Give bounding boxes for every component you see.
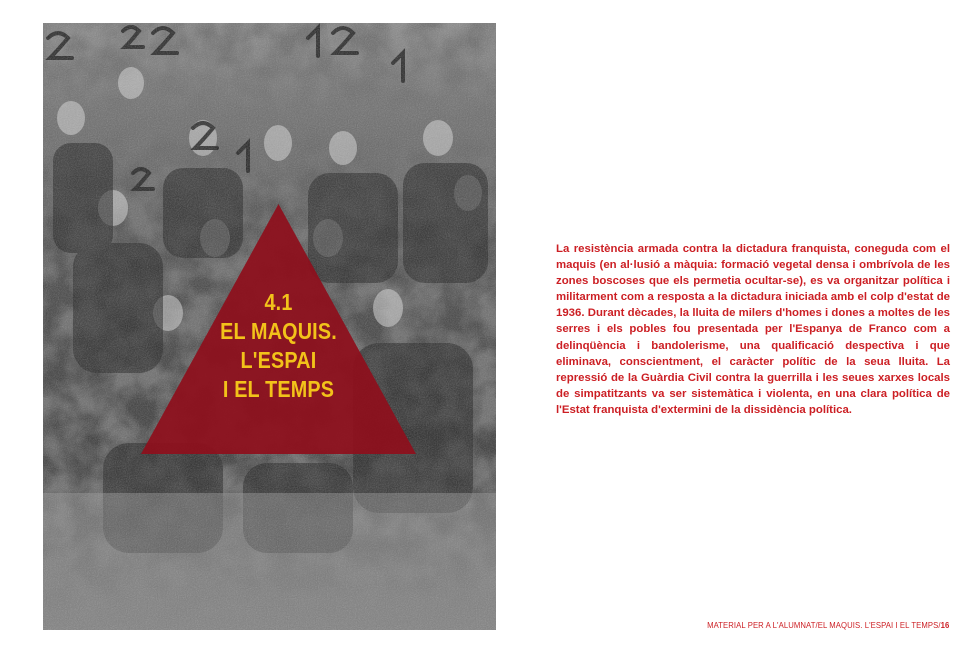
chapter-title-line-2: L'ESPAI [240, 347, 317, 373]
chapter-number: 4.1 [264, 289, 293, 315]
chapter-title-line-3: I EL TEMPS [222, 376, 335, 402]
footer-label: MATERIAL PER A L'ALUMNAT/EL MAQUIS. L'ESPAI I EL TEMPS/ [706, 620, 941, 630]
page-number: 16 [940, 620, 949, 630]
intro-paragraph: La resistència armada contra la dictadura franquista, coneguda com el maquis (en al·lusió a màquia: formació vegetal densa i ombrívola de les zones boscoses que els permetia ocultar-se), es va organitzar política i militarment com a resposta a la dictadura iniciada amb el colp d'estat de 1936. Durant dècades, la lluita de milers d'homes i dones a moltes de les serres i els pobles fou presentada per l'Espanya de Franco com a delinqüència i bandolerisme, una qualificació despectiva i que eliminava, conscientment, el caràcter polític de la seua lluita. La repressió de la Guàrdia Civil contra la guerrilla i les seues xarxes locals de simpatitzants va ser sistemàtica i violenta, en una clara política de l'Estat franquista d'extermini de la dissidència política. [556, 243, 950, 416]
historical-group-photo [43, 23, 496, 630]
chapter-title [160, 288, 397, 404]
page-footer [707, 620, 949, 630]
chapter-title-line-1: EL MAQUIS. [220, 318, 337, 344]
